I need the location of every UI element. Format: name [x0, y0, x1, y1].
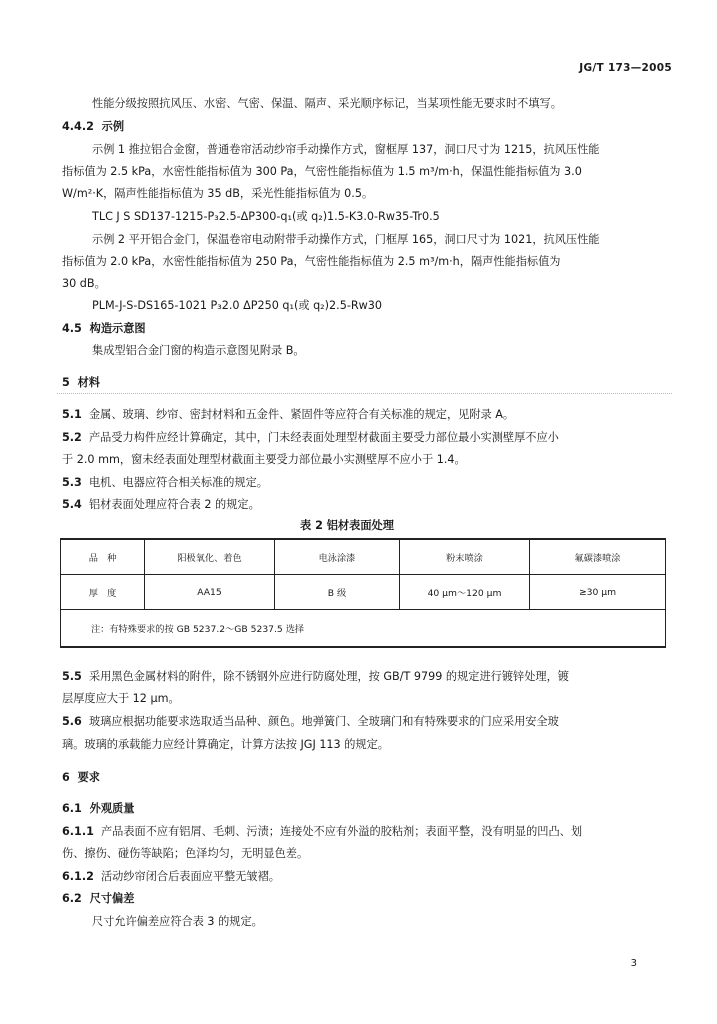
paragraph-line: 性能分级按照抗风压、水密、气密、保温、隔声、采光顺序标记，当某项性能无要求时不填写。 [92, 97, 562, 110]
clause-title: 外观质量 [89, 802, 135, 815]
clause-title: 尺寸偏差 [89, 892, 135, 905]
clause-text: 铝材表面处理应符合表 2 的规定。 [88, 498, 260, 511]
clause-6-1-1-cont: 伤、擦伤、碰伤等缺陷；色泽均匀，无明显色差。 [62, 847, 309, 860]
table-header-cell: 品 种 [61, 539, 145, 575]
table-header-cell: 粉末喷涂 [400, 539, 530, 575]
table-cell: 40 μm～120 μm [400, 575, 530, 610]
chapter-heading-6 [62, 771, 100, 785]
example-1-line: W/m²·K，隔声性能指标值为 35 dB，采光性能指标值为 0.5。 [62, 187, 374, 200]
clause-number: 5.1 [62, 408, 82, 421]
clause-heading-6-1 [62, 802, 134, 816]
clause-5-2 [62, 431, 559, 445]
example-2-line: 30 dB。 [62, 277, 106, 290]
clause-5-6-cont: 璃。玻璃的承载能力应经计算确定，计算方法按 JGJ 113 的规定。 [62, 738, 389, 751]
clause-number: 6.2 [62, 892, 82, 905]
table-header-cell: 电泳涂漆 [275, 539, 400, 575]
clause-text: 电机、电器应符合相关标准的规定。 [88, 476, 268, 489]
clause-5-2-cont: 于 2.0 mm，窗未经表面处理型材截面主要受力部位最小实测壁厚不应小于 1.4。 [62, 453, 466, 466]
example-2-code: PLM-J-S-DS165-1021 P₃2.0 ΔP250 q₁(或 q₂)2.5-Rw30 [92, 299, 383, 312]
chapter-heading-5 [62, 376, 100, 390]
clause-5-4 [62, 498, 260, 512]
table-cell: 厚 度 [61, 575, 145, 610]
clause-5-5 [62, 670, 569, 684]
clause-6-1-2 [62, 870, 280, 884]
clause-heading-6-2 [62, 892, 134, 906]
example-2-line: 示例 2 平开铝合金门，保温卷帘电动附带手动操作方式，门框厚 165，洞口尺寸为 1021，抗风压性能 [92, 233, 600, 246]
example-1-line: 指标值为 2.5 kPa，水密性能指标值为 300 Pa，气密性能指标值为 1.5 m³/m·h，保温性能指标值为 3.0 [62, 165, 582, 178]
clause-text: 金属、玻璃、纱帘、密封材料和五金件、紧固件等应符合有关标准的规定，见附录 A。 [88, 408, 515, 421]
clause-number: 6.1.2 [62, 870, 94, 883]
clause-number: 4.5 [62, 322, 82, 335]
clause-text: 采用黑色金属材料的附件，除不锈钢外应进行防腐处理，按 GB/T 9799 的规定进行镀锌处理，镀 [88, 670, 569, 683]
example-1-code: TLC J S SD137-1215-P₃2.5-ΔP300-q₁(或 q₂)1.5-K3.0-Rw35-Tr0.5 [92, 210, 440, 223]
clause-number: 5.4 [62, 498, 82, 511]
table-cell: AA15 [145, 575, 275, 610]
chapter-number: 6 [62, 771, 70, 784]
clause-title: 示例 [101, 120, 125, 133]
chapter-title: 材料 [77, 376, 100, 389]
clause-title: 构造示意图 [89, 322, 146, 335]
paragraph-line: 集成型铝合金门窗的构造示意图见附录 B。 [92, 344, 305, 357]
example-1-line: 示例 1 推拉铝合金窗，普通卷帘活动纱帘手动操作方式，窗框厚 137，洞口尺寸为 1215，抗风压性能 [92, 143, 600, 156]
clause-number: 5.6 [62, 715, 82, 728]
chapter-title: 要求 [77, 771, 100, 784]
example-2-line: 指标值为 2.0 kPa，水密性能指标值为 250 Pa，气密性能指标值为 2.5 m³/m·h，隔声性能指标值为 [62, 255, 561, 268]
clause-text: 活动纱帘闭合后表面应平整无皱褶。 [100, 870, 280, 883]
clause-5-5-cont: 层厚度应大于 12 μm。 [62, 692, 180, 705]
divider [57, 393, 672, 394]
chapter-number: 5 [62, 376, 70, 389]
clause-text: 产品受力构件应经计算确定，其中，门未经表面处理型材截面主要受力部位最小实测壁厚不应小 [88, 431, 559, 444]
table-note: 注：有特殊要求的按 GB 5237.2～GB 5237.5 选择 [61, 610, 666, 648]
clause-text: 产品表面不应有铝屑、毛刺、污渍；连接处不应有外溢的胶粘剂；表面平整，没有明显的凹凸、划 [100, 825, 583, 838]
clause-5-6 [62, 715, 559, 729]
clause-number: 4.4.2 [62, 120, 94, 133]
table-cell: B 级 [275, 575, 400, 610]
clause-number: 6.1.1 [62, 825, 94, 838]
clause-text: 玻璃应根据功能要求选取适当品种、颜色。地弹簧门、全玻璃门和有特殊要求的门应采用安全玻 [88, 715, 559, 728]
table-row [61, 575, 666, 610]
page-number: 3 [630, 958, 637, 969]
table-note-row [61, 610, 666, 648]
clause-5-3 [62, 476, 268, 490]
clause-6-1-1 [62, 825, 582, 839]
clause-number: 5.5 [62, 670, 82, 683]
paragraph-line: 尺寸允许偏差应符合表 3 的规定。 [92, 915, 263, 928]
clause-number: 5.3 [62, 476, 82, 489]
clause-5-1 [62, 408, 514, 422]
table-title: 表 2 铝材表面处理 [300, 519, 394, 532]
table-header-row [61, 539, 666, 575]
table-cell: ≥30 μm [530, 575, 666, 610]
table-header-cell: 氟碳漆喷涂 [530, 539, 666, 575]
clause-number: 5.2 [62, 431, 82, 444]
standard-number: JG/T 173—2005 [579, 62, 672, 74]
clause-number: 6.1 [62, 802, 82, 815]
table-header-cell: 阳极氧化、着色 [145, 539, 275, 575]
clause-heading-4-4-2 [62, 120, 124, 134]
surface-treatment-table [60, 538, 666, 648]
clause-heading-4-5 [62, 322, 146, 336]
